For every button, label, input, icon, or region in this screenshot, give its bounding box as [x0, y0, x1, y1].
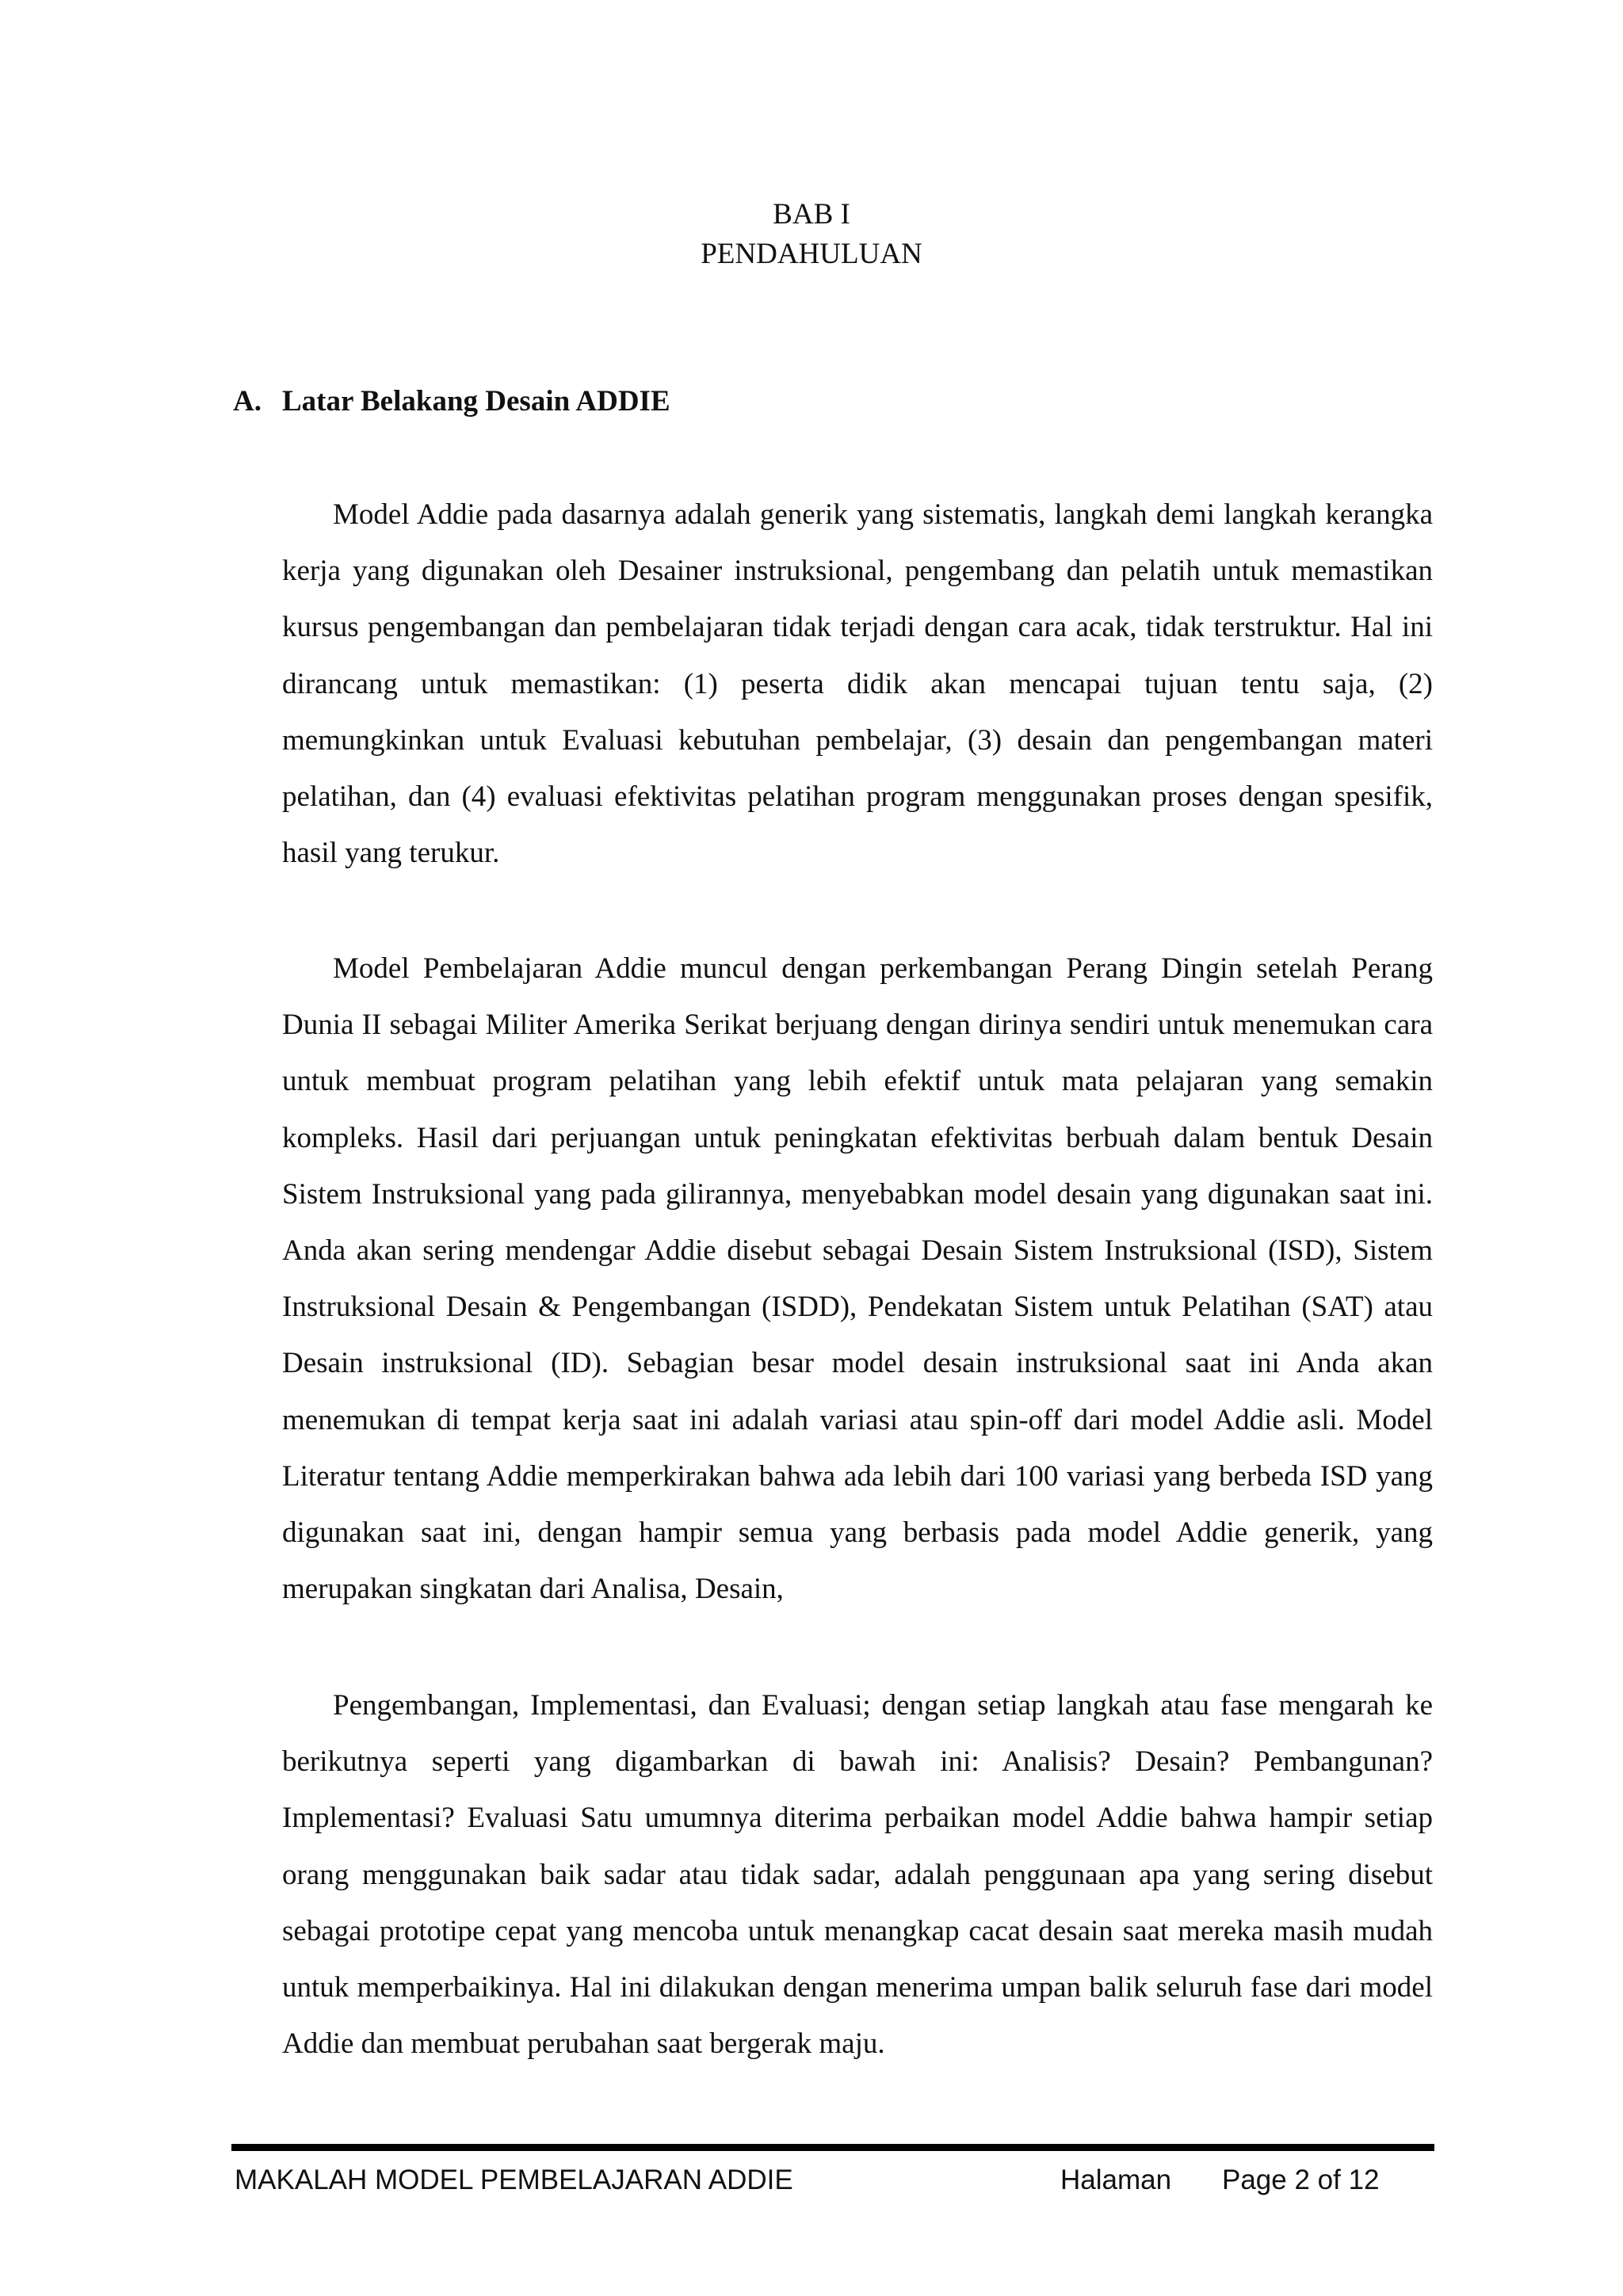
- section-heading: [233, 382, 670, 421]
- footer-page-label: Halaman: [1060, 2164, 1172, 2195]
- body-paragraph-2: Model Pembelajaran Addie muncul dengan perkembangan Perang Dingin setelah Perang Dunia II sebagai Militer Amerika Serikat berjuang dengan dirinya sendiri untuk menemukan cara untuk membuat program pelatihan yang lebih efektif untuk mata pelajaran yang semakin kompleks. Hasil dari perjuangan untuk peningkatan efektivitas berbuah dalam bentuk Desain Sistem Instruksional yang pada gilirannya, menyebabkan model desain yang digunakan saat ini. Anda akan sering mendengar Addie disebut sebagai Desain Sistem Instruksional (ISD), Sistem Instruksional Desain & Pengembangan (ISDD), Pendekatan Sistem untuk Pelatihan (SAT) atau Desain instruksional (ID). Sebagian besar model desain instruksional saat ini Anda akan menemukan di tempat kerja saat ini adalah variasi atau spin-off dari model Addie asli. Model Literatur tentang Addie memperkirakan bahwa ada lebih dari 100 variasi yang berbeda ISD yang digunakan saat ini, dengan hampir semua yang berbasis pada model Addie generik, yang merupakan singkatan dari Analisa, Desain,: [282, 952, 1433, 1606]
- chapter-number: BAB I: [773, 198, 850, 231]
- footer-page-number: Page 2 of 12: [1222, 2164, 1380, 2195]
- footer-document-title: MAKALAH MODEL PEMBELAJARAN ADDIE: [235, 2164, 793, 2195]
- chapter-heading: [0, 195, 1623, 274]
- section-letter: A.: [233, 385, 262, 418]
- chapter-title: PENDAHULUAN: [701, 238, 922, 270]
- footer-divider: [231, 2144, 1434, 2151]
- section-title: Latar Belakang Desain ADDIE: [282, 385, 670, 418]
- body-paragraph-3: Pengembangan, Implementasi, dan Evaluasi; dengan setiap langkah atau fase mengarah ke berikutnya seperti yang digambarkan di bawah ini: Analisis? Desain? Pembangunan? Implementasi? Evaluasi Satu umumnya diterima perbaikan model Addie bahwa hampir setiap orang menggunakan baik sadar atau tidak sadar, adalah penggunaan apa yang sering disebut sebagai prototipe cepat yang mencoba untuk menangkap cacat desain saat mereka masih mudah untuk memperbaikinya. Hal ini dilakukan dengan menerima umpan balik seluruh fase dari model Addie dan membuat perubahan saat bergerak maju.: [282, 1689, 1433, 2061]
- body-paragraph-1: Model Addie pada dasarnya adalah generik yang sistematis, langkah demi langkah kerangka kerja yang digunakan oleh Desainer instruksional, pengembang dan pelatih untuk memastikan kursus pengembangan dan pembelajaran tidak terjadi dengan cara acak, tidak terstruktur. Hal ini dirancang untuk memastikan: (1) peserta didik akan mencapai tujuan tentu saja, (2) memungkinkan untuk Evaluasi kebutuhan pembelajar, (3) desain dan pengembangan materi pelatihan, dan (4) evaluasi efektivitas pelatihan program menggunakan proses dengan spesifik, hasil yang terukur.: [282, 498, 1433, 870]
